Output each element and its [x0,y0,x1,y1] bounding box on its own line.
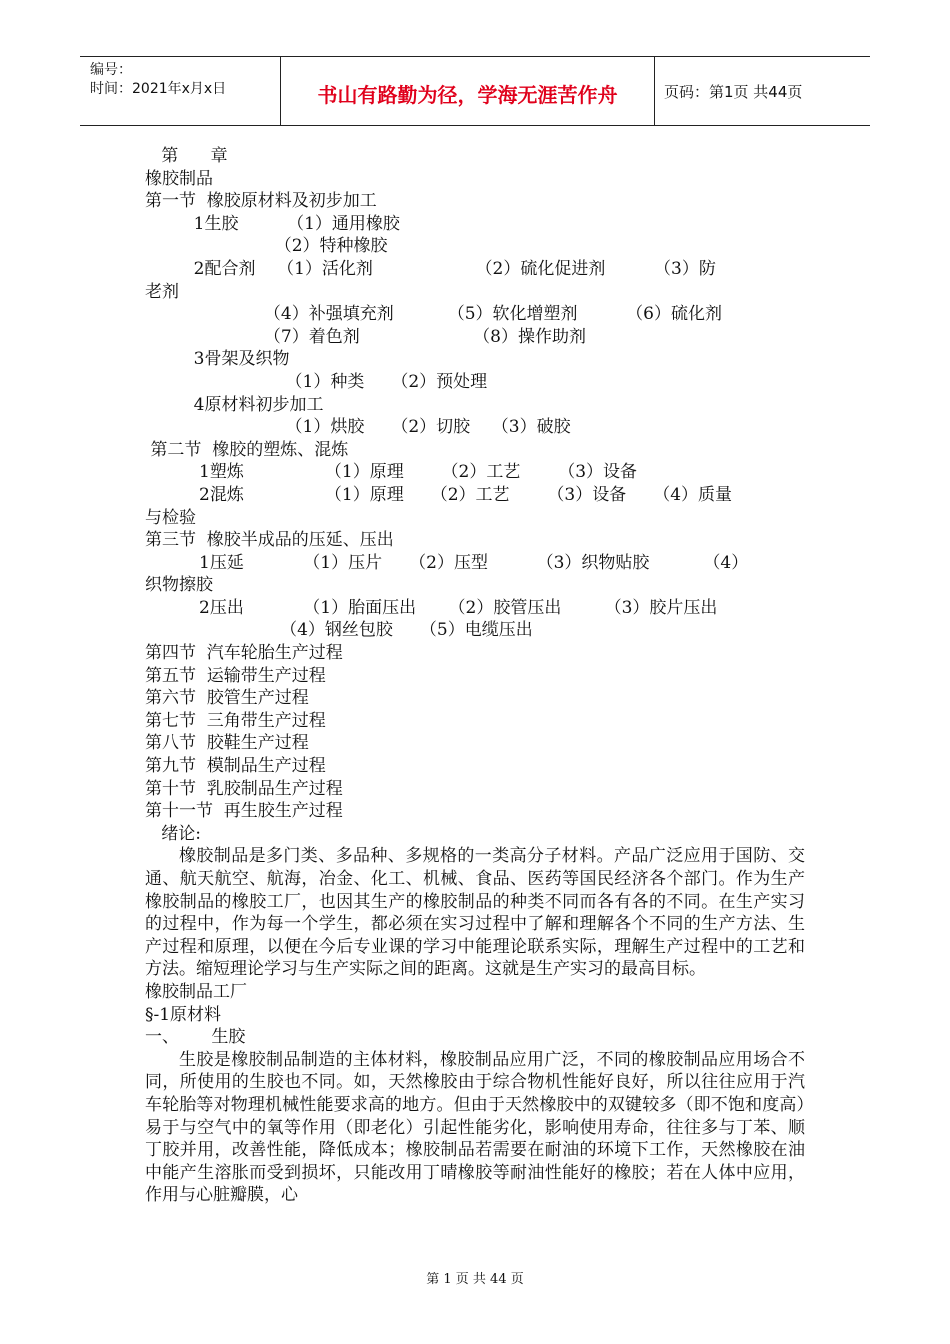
intro-paragraph: 橡胶制品是多门类、多品种、多规格的一类高分子材料。产品广泛应用于国防、交通、航天航空、航海，冶金、化工、机械、食品、医药等国民经济各个部门。作为生产橡胶制品的橡胶工厂，也因其生产的橡胶制品的种类不同而各有各的不同。在生产实习的过程中，作为每一个学生，都必须在实习过程中了解和理解各个不同的生产方法、生产过程和原理，以便在今后专业课的学习中能理论联系实际，理解生产过程中的工艺和方法。缩短理论学习与生产实际之间的距离。这就是生产实习的最高目标。 [145,846,805,980]
section-headings [145,981,805,1049]
text-line: §-1原材料 [145,1004,222,1025]
text-line: （4）补强填充剂 （5）软化增塑剂 （6）硫化剂 [145,304,723,325]
text-line: 2压出 （1）胎面压出 （2）胶管压出 （3）胶片压出 [145,597,718,618]
text-line: 老剂 [145,281,179,302]
page-footer: 第 1 页 共 44 页 [426,1272,524,1287]
text-line: 橡胶制品工厂 [145,981,247,1002]
header-divider [654,57,655,125]
header-motto: 书山有路勤为径，学海无涯苦作舟 [317,83,618,107]
text-line: 2混炼 （1）原理 （2）工艺 （3）设备 （4）质量 [145,484,733,505]
text-line: 第三节 橡胶半成品的压延、压出 [145,530,394,551]
raw-rubber-paragraph: 生胶是橡胶制品制造的主体材料，橡胶制品应用广泛，不同的橡胶制品应用场合不同，所使用的生胶也不同。如，天然橡胶由于综合物机性能好良好，所以往往应用于汽车轮胎等对物理机械性能要求高的地方。但由于天然橡胶中的双键较多（即不饱和度高）易于与空气中的氧等作用（即老化）引起性能劣化，影响使用寿命，往往多与丁苯、顺丁胶并用，改善性能，降低成本；橡胶制品若需要在耐油的环境下工作，天然橡胶在油中能产生溶胀而受到损坏，只能改用丁晴橡胶等耐油性能好的橡胶；若在人体中应用，作用与心脏瓣膜，心 [145,1049,805,1206]
text-line: 1压延 （1）压片 （2）压型 （3）织物贴胶 （4） [145,552,749,573]
text-line: （7）着色剂 （8）操作助剂 [145,326,586,347]
text-line: 3骨架及织物 [145,349,290,370]
date-label: 时间：2021年x月x日 [90,81,227,97]
text-line: 第十一节 再生胶生产过程 [145,801,343,822]
text-line: 第八节 胶鞋生产过程 [145,733,309,754]
text-line: 绪论: [145,823,201,844]
header-page-info: 页码：第1页 共44页 [664,83,803,101]
text-line: 橡胶制品 [145,168,213,189]
page-header [80,56,870,126]
chapter-outline [145,145,805,845]
text-line: （4）钢丝包胶 （5）电缆压出 [145,620,533,641]
text-line: （1）烘胶 （2）切胶 （3）破胶 [145,417,571,438]
text-line: （2）特种橡胶 [145,236,388,257]
text-line: 4原材料初步加工 [145,394,324,415]
text-line: （1）种类 （2）预处理 [145,371,488,392]
text-line: 第六节 胶管生产过程 [145,688,309,709]
text-line: 第五节 运输带生产过程 [145,665,326,686]
text-line: 1生胶 （1）通用橡胶 [145,213,400,234]
text-line: 一、 生胶 [145,1027,246,1048]
text-line: 2配合剂 （1）活化剂 （2）硫化促进剂 （3）防 [145,258,716,279]
serial-label: 编号： [90,62,132,78]
header-meta [90,61,226,99]
text-line: 织物擦胶 [145,575,213,596]
text-line: 第七节 三角带生产过程 [145,710,326,731]
text-line: 1塑炼 （1）原理 （2）工艺 （3）设备 [145,462,638,483]
text-line: 与检验 [145,507,196,528]
text-line: 第十节 乳胶制品生产过程 [145,778,343,799]
text-line: 第一节 橡胶原材料及初步加工 [145,191,377,212]
text-line: 第 章 [145,146,228,166]
text-line: 第四节 汽车轮胎生产过程 [145,643,343,664]
document-body [145,145,805,1207]
text-line: 第二节 橡胶的塑炼、混炼 [145,439,349,460]
text-line: 第九节 模制品生产过程 [145,756,326,777]
